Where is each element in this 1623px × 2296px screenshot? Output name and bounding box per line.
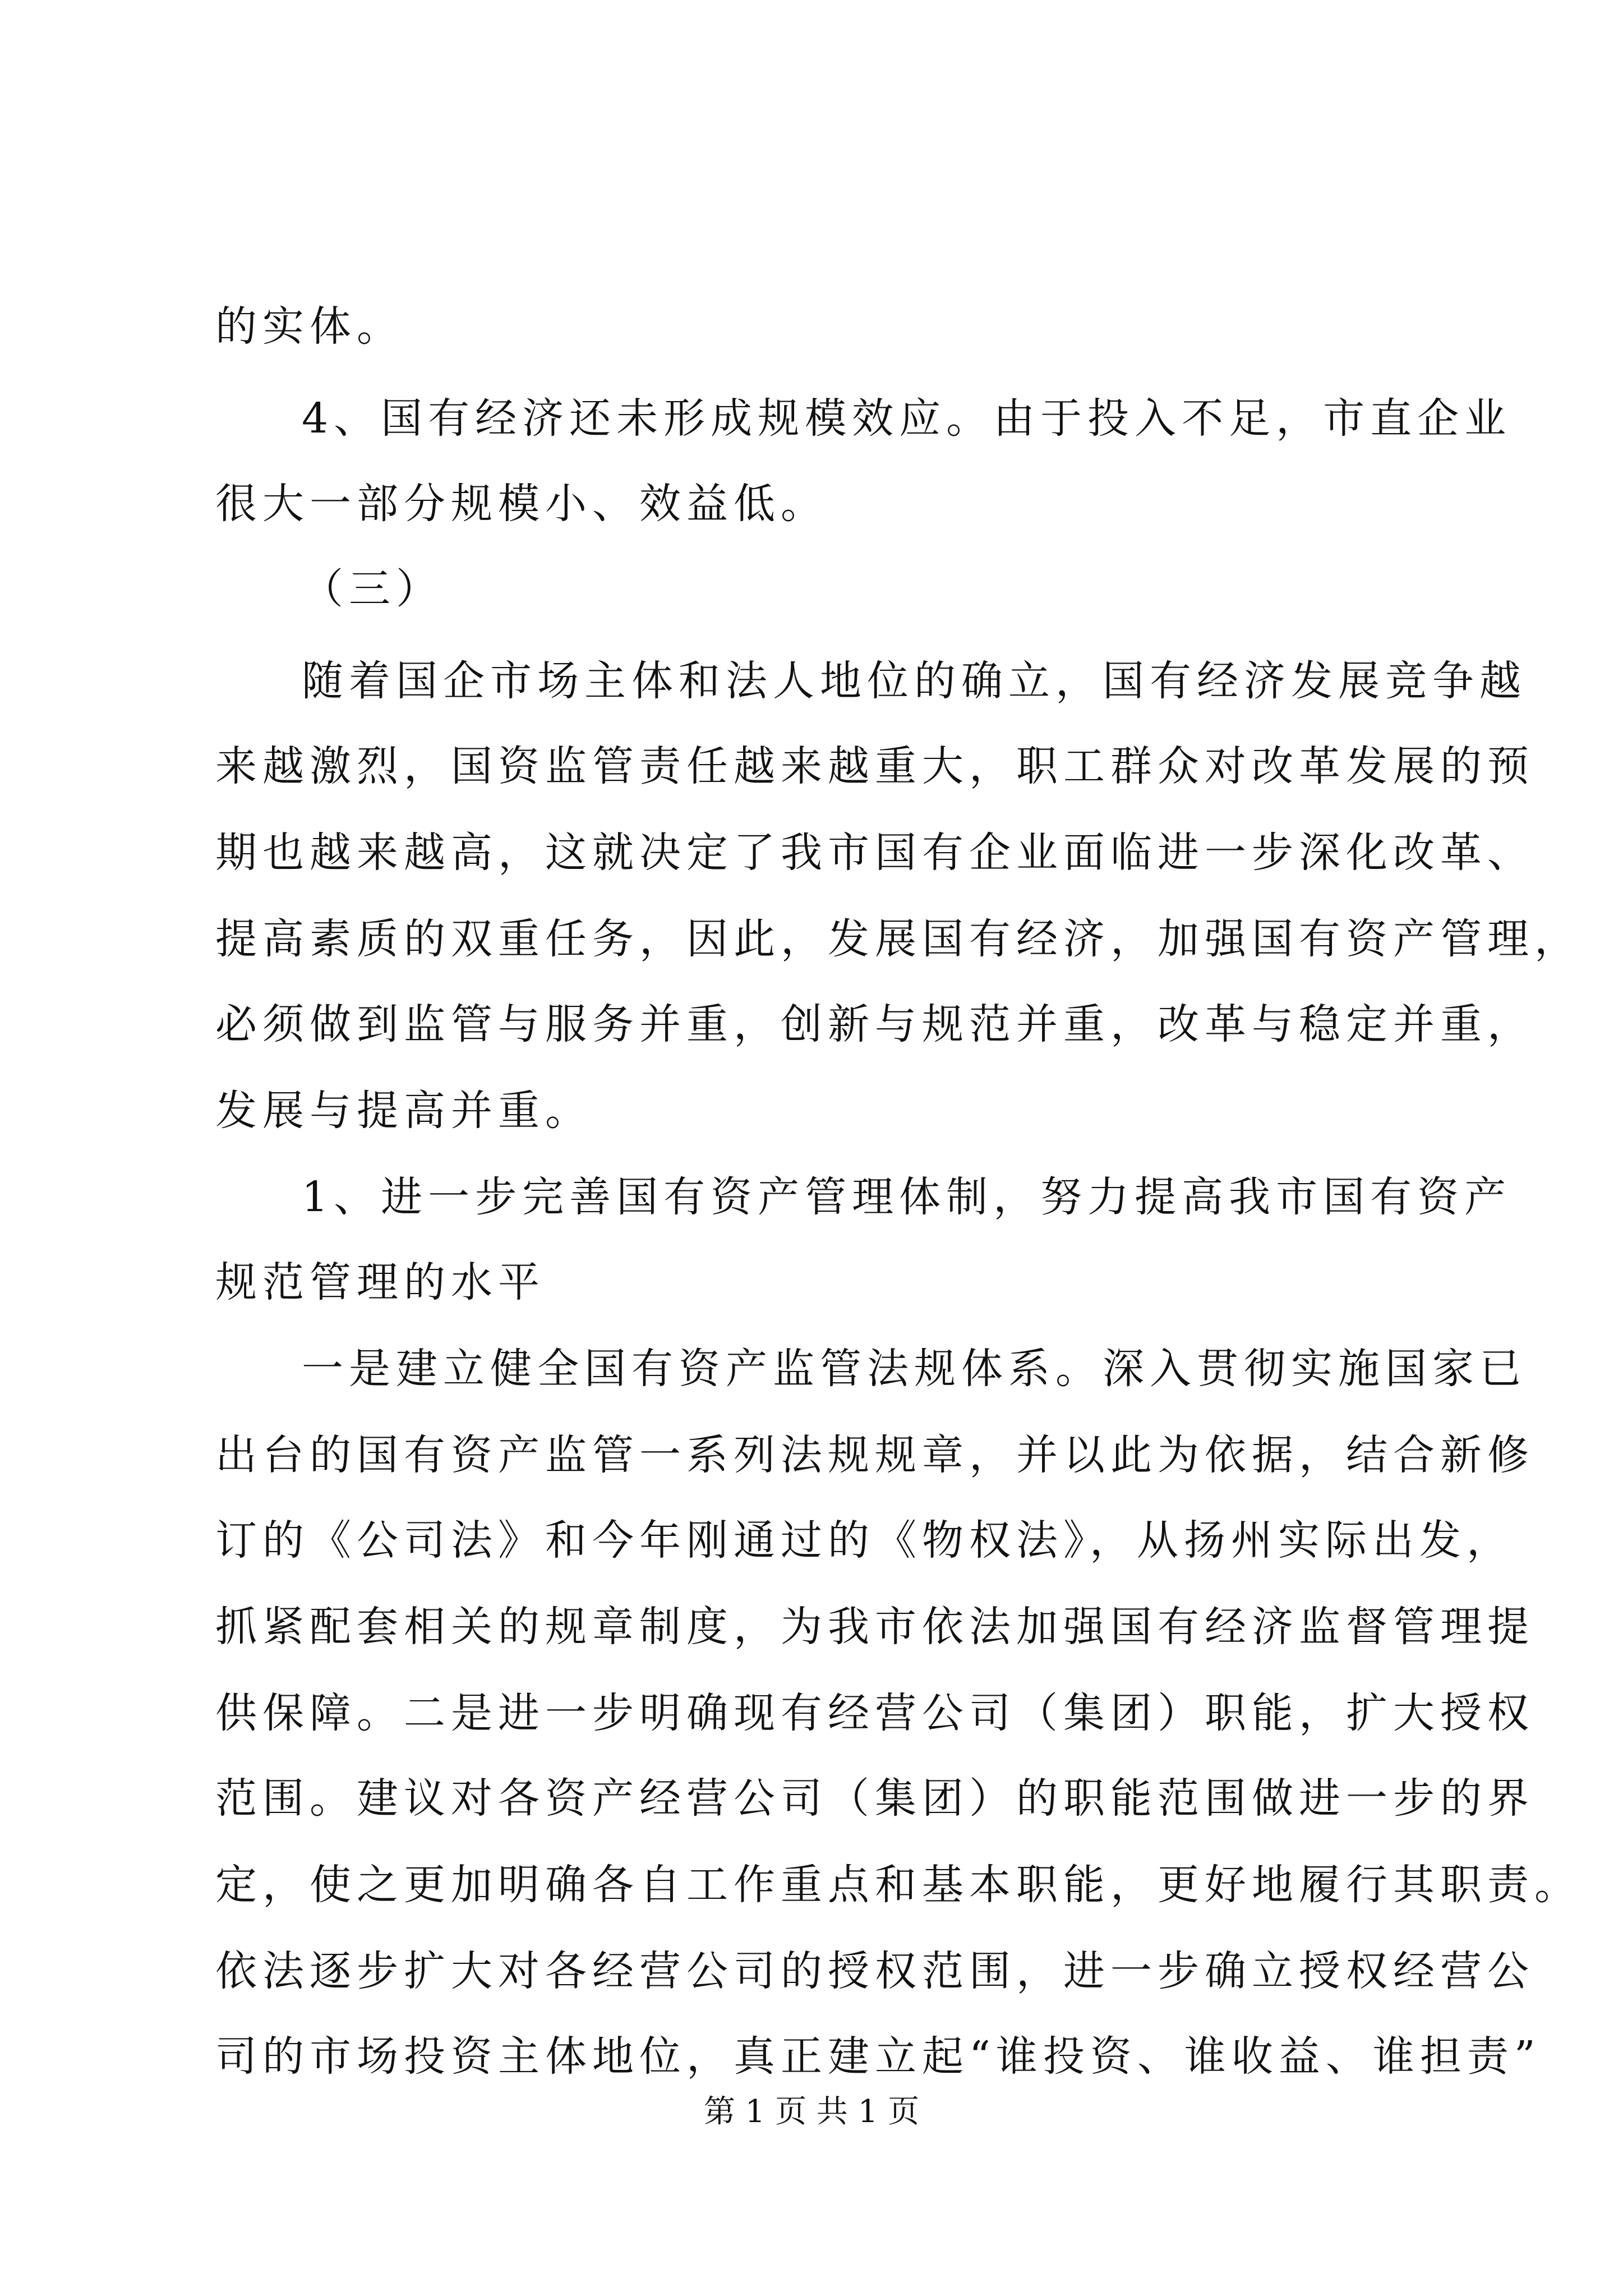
page-footer: 第 1 页 共 1 页 [703,2093,920,2130]
text-line: 范围。建议对各资产经营公司（集团）的职能范围做进一步的界 [215,1774,1534,1823]
text-line: 抓紧配套相关的规章制度，为我市依法加强国有经济监督管理提 [215,1603,1534,1651]
text-line: 很大一部分规模小、效益低。 [215,480,828,528]
text-line: 必须做到监管与服务并重，创新与规范并重，改革与稳定并重， [215,1000,1534,1048]
text-line: 定，使之更加明确各自工作重点和基本职能，更好地履行其职责。 [215,1861,1581,1909]
text-line: 出台的国有资产监管一系列法规规章，并以此为依据，结合新修 [215,1431,1534,1479]
text-line: 的实体。 [215,302,404,351]
text-line: 依法逐步扩大对各经营公司的授权范围，进一步确立授权经营公 [215,1947,1534,1995]
text-line: 订的《公司法》和今年刚通过的《物权法》，从扬州实际出发， [215,1516,1514,1565]
text-line: 规范管理的水平 [215,1258,545,1306]
text-line: 1、进一步完善国有资产管理体制，努力提高我市国有资产 [302,1173,1512,1221]
text-line: 来越激烈，国资监管责任越来越重大，职工群众对改革发展的预 [215,742,1534,790]
section-heading: （三） [302,565,443,613]
text-line: 4、国有经济还未形成规模效应。由于投入不足，市直企业 [302,394,1512,443]
text-line: 发展与提高并重。 [215,1087,592,1135]
text-line: 随着国企市场主体和法人地位的确立，国有经济发展竞争越 [302,657,1527,705]
text-line: 一是建立健全国有资产监管法规体系。深入贯彻实施国家已 [302,1345,1527,1393]
text-line: 供保障。二是进一步明确现有经营公司（集团）职能，扩大授权 [215,1689,1534,1737]
text-line: 提高素质的双重任务，因此，发展国有经济，加强国有资产管理， [215,915,1581,963]
text-line: 司的市场投资主体地位，真正建立起“谁投资、谁收益、谁担责” [215,2032,1541,2081]
text-line: 期也越来越高，这就决定了我市国有企业面临进一步深化改革、 [215,829,1534,877]
